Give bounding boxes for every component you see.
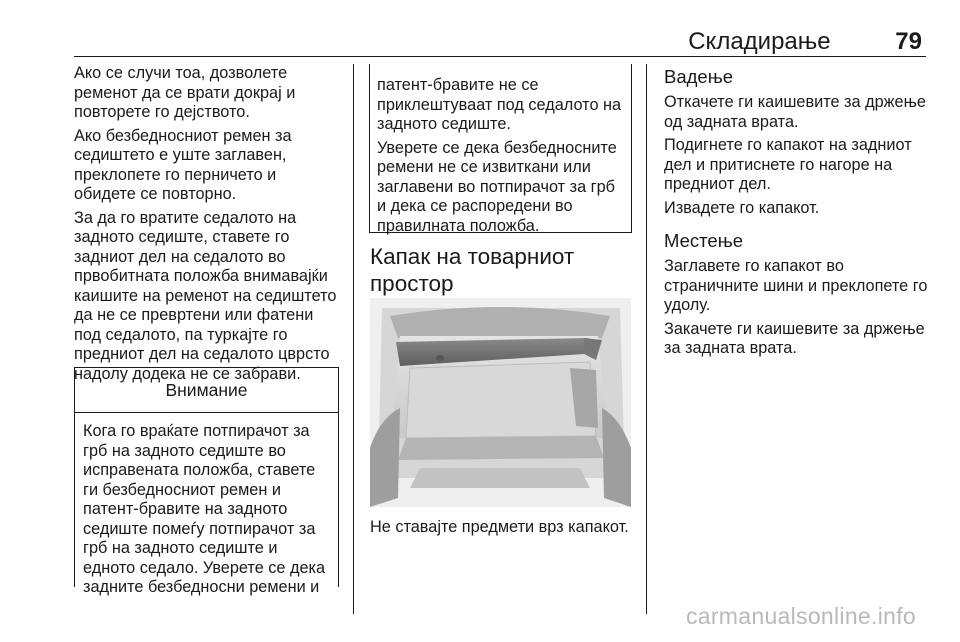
paragraph: Подигнете го капакот на задниот дел и притиснете го нагоре на предниот дел. bbox=[664, 136, 912, 193]
subheading-removal: Вадење bbox=[664, 66, 734, 87]
paragraph: Ако се случи тоа, дозволете ременот да се врати докрај и повторете го дејството. bbox=[74, 64, 296, 121]
warning-box-continued bbox=[369, 64, 632, 233]
page-header bbox=[688, 28, 922, 56]
paragraph: За да го вратите седалото на задното седиште, ставете го задниот дел на седалото во првобитната положба внимавајќи каишите на ременот на седиштето да не се превртени или фатени под седалото, па туркајте го предниот дел на седалото цврсто надолу додека не се забрави. bbox=[74, 208, 337, 383]
paragraph: Уверете се дека безбедносните ремени не се извиткани или заглавени во потпирачот за грб и дека се распоредени во правилната положба. bbox=[377, 138, 617, 235]
header-rule bbox=[74, 56, 926, 57]
figure-caption: Не ставајте предмети врз капакот. bbox=[370, 518, 629, 536]
warning-heading: Внимание bbox=[75, 368, 338, 413]
column-divider-2 bbox=[646, 64, 647, 614]
paragraph: Закачете ги каишевите за држење за задната врата. bbox=[664, 319, 925, 357]
section-title-header: Складирање bbox=[688, 28, 831, 55]
cargo-area-image bbox=[370, 298, 631, 507]
cargo-cover-illustration bbox=[370, 298, 631, 507]
paragraph: Ако безбедносниот ремен за седиштето е уште заглавен, преклопете го перничето и обидете се повторно. bbox=[74, 126, 292, 203]
page-number: 79 bbox=[895, 28, 922, 55]
paragraph: патент-бравите не се приклештуваат под седалото на задното седиште. bbox=[377, 76, 622, 133]
subheading-installation: Местење bbox=[664, 230, 744, 251]
paragraph: Извадете го капакот. bbox=[664, 198, 820, 217]
warning-continued-body bbox=[370, 64, 631, 236]
column-divider-1 bbox=[353, 64, 354, 614]
watermark: carmanualsonline.info bbox=[685, 603, 916, 629]
warning-box bbox=[74, 367, 339, 596]
column-1 bbox=[74, 64, 342, 388]
paragraph: Заглавете го капакот во страничните шини и преклопете го удолу. bbox=[664, 257, 928, 314]
paragraph: Откачете ги каишевите за држење од задната врата. bbox=[664, 93, 926, 131]
column-3 bbox=[664, 64, 928, 363]
section-heading-cargo-cover: Капак на товарниот простор bbox=[370, 244, 575, 296]
warning-text: Кога го враќате потпирачот за грб на задното седиште во исправената положба, ставете ги безбедносниот ремен и патент-бравите на задното седиште помеѓу потпирачот за грб на задното седиште и едното седало. Уверете се дека задните безбедносни ремени и bbox=[83, 422, 326, 596]
